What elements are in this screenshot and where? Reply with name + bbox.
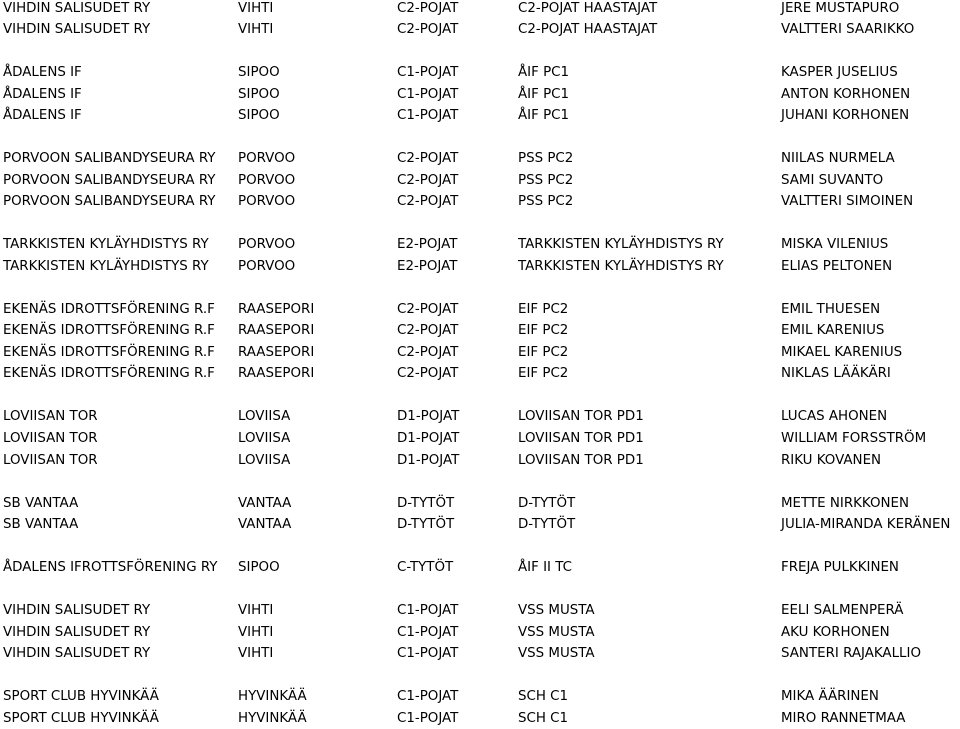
name-cell: EELI SALMENPERÄ [781, 603, 904, 619]
name-cell: LUCAS AHONEN [781, 409, 888, 425]
name-cell: SANTERI RAJAKALLIO [781, 646, 921, 662]
table-row [0, 299, 960, 320]
team-cell: ÅIF PC1 [518, 65, 570, 81]
name-cell: NIKLAS LÄÄKÄRI [781, 366, 891, 382]
club-cell: PORVOON SALIBANDYSEURA RY [3, 151, 216, 167]
table-row [0, 708, 960, 729]
class-cell: C2-POJAT [397, 0, 459, 16]
club-cell: ÅDALENS IFROTTSFÖRENING RY [3, 560, 218, 576]
club-cell: LOVIISAN TOR [3, 452, 98, 468]
team-cell: LOVIISAN TOR PD1 [518, 431, 644, 446]
table-row [0, 105, 960, 126]
table-row [0, 234, 960, 255]
club-cell: EKENÄS IDROTTSFÖRENING R.F [3, 344, 215, 360]
city-cell: RAASEPORI [238, 323, 315, 339]
club-cell: VIHDIN SALISUDET RY [3, 646, 151, 662]
club-cell: VIHDIN SALISUDET RY [3, 624, 151, 640]
table-row [0, 493, 960, 514]
class-cell: C2-POJAT [397, 172, 459, 188]
city-cell: VIHTI [238, 22, 274, 38]
city-cell: PORVOO [238, 172, 296, 188]
class-cell: C1-POJAT [397, 108, 459, 124]
club-cell: PORVOON SALIBANDYSEURA RY [3, 194, 216, 210]
name-cell: JULIA-MIRANDA KERÄNEN [781, 517, 951, 533]
city-cell: PORVOO [238, 237, 296, 253]
team-cell: EIF PC2 [518, 323, 569, 339]
club-cell: ÅDALENS IF [3, 86, 82, 102]
team-cell: ÅIF II TC [518, 560, 572, 576]
name-cell: SAMI SUVANTO [781, 172, 884, 188]
club-cell: EKENÄS IDROTTSFÖRENING R.F [3, 301, 215, 317]
team-cell: TARKKISTEN KYLÄYHDISTYS RY [518, 258, 724, 274]
team-cell: PSS PC2 [518, 172, 574, 188]
table-row [0, 643, 960, 664]
table-row [0, 191, 960, 212]
city-cell: RAASEPORI [238, 366, 315, 382]
club-cell: VIHDIN SALISUDET RY [3, 22, 151, 38]
table-row [0, 686, 960, 707]
city-cell: LOVIISA [238, 409, 291, 425]
name-cell: JERE MUSTAPURO [781, 0, 900, 16]
table-row [0, 256, 960, 277]
city-cell: PORVOO [238, 151, 296, 167]
team-cell: SCH C1 [518, 689, 569, 705]
table-row [0, 62, 960, 83]
name-cell: JUHANI KORHONEN [781, 108, 910, 124]
city-cell: RAASEPORI [238, 301, 315, 317]
class-cell: C1-POJAT [397, 646, 459, 662]
class-cell: C2-POJAT [397, 344, 459, 360]
name-cell: METTE NIRKKONEN [781, 495, 909, 511]
table-row [0, 170, 960, 191]
team-cell: ÅIF PC1 [518, 86, 570, 102]
class-cell: C1-POJAT [397, 603, 459, 619]
table-row [0, 428, 960, 449]
club-cell: TARKKISTEN KYLÄYHDISTYS RY [3, 258, 209, 274]
team-cell: EIF PC2 [518, 366, 569, 382]
name-cell: ANTON KORHONEN [781, 86, 911, 102]
city-cell: SIPOO [238, 560, 280, 576]
table-row [0, 320, 960, 341]
name-cell: WILLIAM FORSSTRÖM [781, 431, 927, 446]
name-cell: RIKU KOVANEN [781, 452, 882, 468]
city-cell: HYVINKÄÄ [238, 710, 307, 726]
city-cell: SIPOO [238, 65, 280, 81]
team-cell: D-TYTÖT [518, 517, 576, 533]
class-cell: D1-POJAT [397, 452, 460, 468]
table-row [0, 600, 960, 621]
city-cell: PORVOO [238, 194, 296, 210]
club-cell: SB VANTAA [3, 495, 79, 511]
table-row [0, 0, 960, 19]
club-cell: EKENÄS IDROTTSFÖRENING R.F [3, 323, 215, 339]
club-cell: ÅDALENS IF [3, 108, 82, 124]
name-cell: KASPER JUSELIUS [781, 65, 898, 81]
name-cell: EMIL KARENIUS [781, 323, 885, 339]
name-cell: MIRO RANNETMAA [781, 710, 906, 726]
class-cell: E2-POJAT [397, 258, 458, 274]
club-cell: SPORT CLUB HYVINKÄÄ [3, 710, 159, 726]
club-cell: SPORT CLUB HYVINKÄÄ [3, 689, 159, 705]
table-row [0, 84, 960, 105]
name-cell: MISKA VILENIUS [781, 237, 889, 253]
team-cell: ÅIF PC1 [518, 108, 570, 124]
table-row [0, 406, 960, 427]
name-cell: VALTTERI SAARIKKO [781, 22, 915, 38]
club-cell: LOVIISAN TOR [3, 409, 98, 425]
team-cell: PSS PC2 [518, 151, 574, 167]
club-cell: ÅDALENS IF [3, 65, 82, 81]
club-cell: EKENÄS IDROTTSFÖRENING R.F [3, 366, 215, 382]
name-cell: MIKAEL KARENIUS [781, 344, 903, 360]
club-cell: TARKKISTEN KYLÄYHDISTYS RY [3, 237, 209, 253]
team-cell: VSS MUSTA [518, 624, 595, 640]
city-cell: LOVIISA [238, 431, 291, 446]
class-cell: D-TYTÖT [397, 517, 455, 533]
city-cell: SIPOO [238, 86, 280, 102]
team-cell: EIF PC2 [518, 344, 569, 360]
class-cell: C1-POJAT [397, 689, 459, 705]
city-cell: PORVOO [238, 258, 296, 274]
table-row [0, 557, 960, 578]
class-cell: D-TYTÖT [397, 495, 455, 511]
class-cell: C2-POJAT [397, 22, 459, 38]
class-cell: D1-POJAT [397, 409, 460, 425]
class-cell: C1-POJAT [397, 86, 459, 102]
name-cell: VALTTERI SIMOINEN [781, 194, 914, 210]
team-cell: D-TYTÖT [518, 495, 576, 511]
class-cell: C2-POJAT [397, 366, 459, 382]
class-cell: C2-POJAT [397, 301, 459, 317]
team-cell: LOVIISAN TOR PD1 [518, 409, 644, 425]
name-cell: NIILAS NURMELA [781, 151, 895, 167]
class-cell: C2-POJAT [397, 194, 459, 210]
class-cell: E2-POJAT [397, 237, 458, 253]
city-cell: VIHTI [238, 0, 274, 16]
name-cell: FREJA PULKKINEN [781, 560, 899, 576]
table-row [0, 514, 960, 535]
team-cell: TARKKISTEN KYLÄYHDISTYS RY [518, 237, 724, 253]
table-row [0, 363, 960, 384]
name-cell: AKU KORHONEN [781, 624, 890, 640]
team-cell: C2-POJAT HAASTAJAT [518, 0, 658, 16]
class-cell: C2-POJAT [397, 323, 459, 339]
class-cell: D1-POJAT [397, 431, 460, 446]
club-cell: LOVIISAN TOR [3, 431, 98, 446]
club-cell: VIHDIN SALISUDET RY [3, 603, 151, 619]
club-cell: VIHDIN SALISUDET RY [3, 0, 151, 16]
city-cell: VANTAA [238, 517, 292, 533]
table-row [0, 19, 960, 40]
club-cell: SB VANTAA [3, 517, 79, 533]
name-cell: EMIL THUESEN [781, 301, 881, 317]
team-cell: PSS PC2 [518, 194, 574, 210]
city-cell: RAASEPORI [238, 344, 315, 360]
city-cell: SIPOO [238, 108, 280, 124]
class-cell: C2-POJAT [397, 151, 459, 167]
city-cell: HYVINKÄÄ [238, 689, 307, 705]
city-cell: VIHTI [238, 646, 274, 662]
class-cell: C1-POJAT [397, 65, 459, 81]
table-row [0, 622, 960, 643]
club-cell: PORVOON SALIBANDYSEURA RY [3, 172, 216, 188]
table-row [0, 148, 960, 169]
city-cell: VIHTI [238, 624, 274, 640]
name-cell: ELIAS PELTONEN [781, 258, 893, 274]
name-cell: MIKA ÄÄRINEN [781, 689, 879, 705]
team-cell: C2-POJAT HAASTAJAT [518, 22, 658, 38]
team-cell: VSS MUSTA [518, 646, 595, 662]
table-row [0, 342, 960, 363]
team-cell: EIF PC2 [518, 301, 569, 317]
table-row [0, 450, 960, 471]
team-cell: SCH C1 [518, 710, 569, 726]
class-cell: C1-POJAT [397, 710, 459, 726]
class-cell: C-TYTÖT [397, 560, 454, 576]
class-cell: C1-POJAT [397, 624, 459, 640]
team-cell: VSS MUSTA [518, 603, 595, 619]
city-cell: VANTAA [238, 495, 292, 511]
team-cell: LOVIISAN TOR PD1 [518, 452, 644, 468]
city-cell: VIHTI [238, 603, 274, 619]
city-cell: LOVIISA [238, 452, 291, 468]
